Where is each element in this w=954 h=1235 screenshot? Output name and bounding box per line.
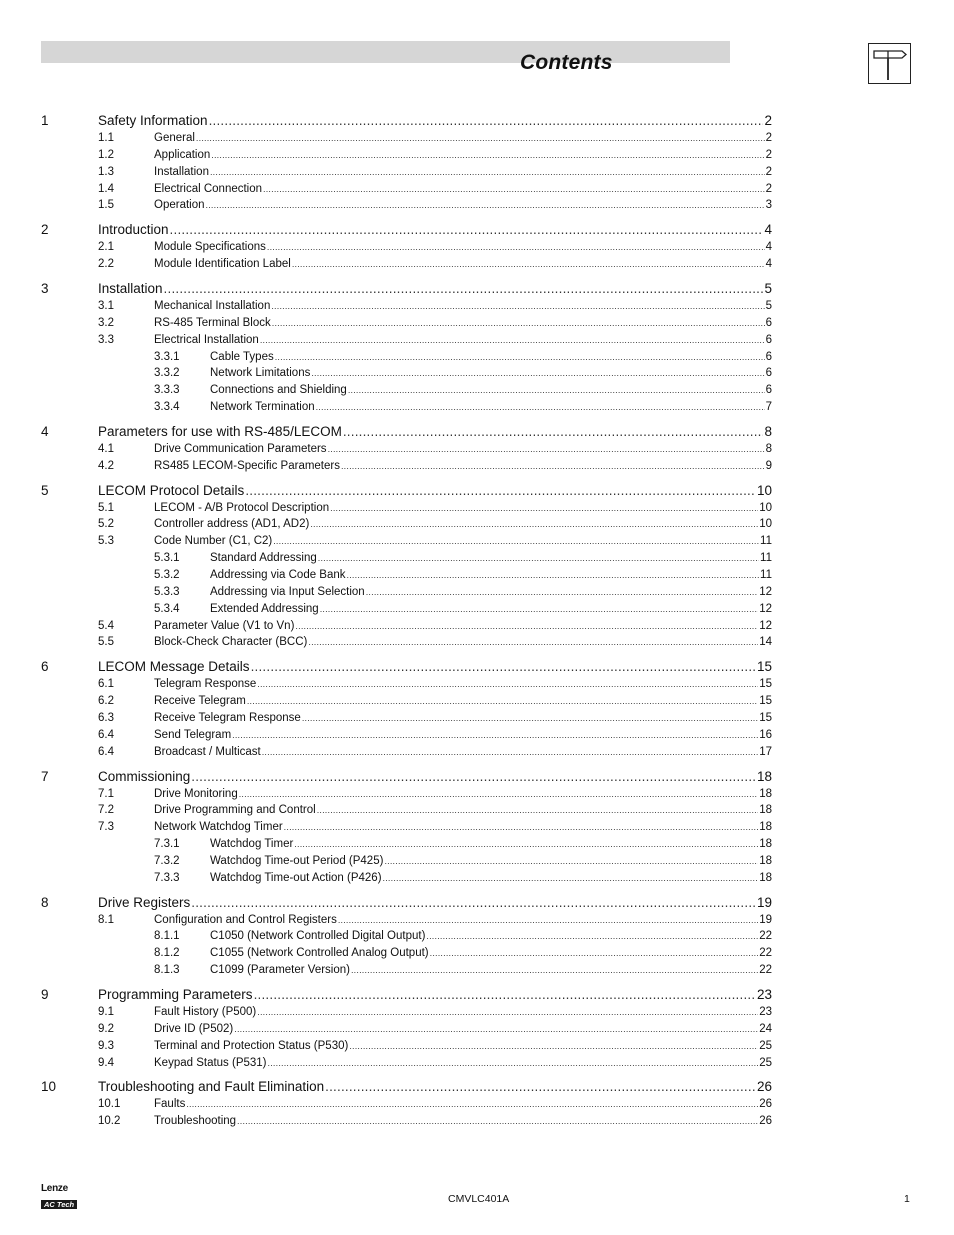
toc-page-number: 5 [765, 299, 772, 312]
dot-leader [247, 695, 758, 707]
toc-entry[interactable] [41, 943, 772, 959]
toc-page-number: 10 [759, 501, 772, 514]
toc-entry[interactable] [41, 254, 772, 270]
dot-leader [257, 678, 758, 690]
toc-title: RS-485 Terminal Block [154, 316, 271, 329]
toc-page-number: 22 [759, 947, 772, 960]
page-title: Contents [520, 51, 613, 74]
toc-number: 8.1.2 [154, 947, 180, 960]
toc-title: Terminal and Protection Status (P530) [154, 1039, 349, 1052]
toc-page-number: 8 [764, 423, 772, 439]
toc-entry[interactable] [41, 1036, 772, 1052]
dot-leader [260, 334, 765, 346]
toc-page-number: 12 [759, 585, 772, 598]
toc-page-number: 14 [759, 636, 772, 649]
toc-number: 3.1 [98, 299, 114, 312]
toc-page-number: 12 [759, 619, 772, 632]
toc-number: 7.1 [98, 787, 114, 800]
toc-title: Drive ID (P502) [154, 1022, 234, 1035]
dot-leader [311, 367, 764, 379]
dot-leader [426, 930, 758, 942]
toc-title: C1050 (Network Controlled Digital Output) [210, 930, 426, 943]
toc-number: 6 [41, 659, 49, 675]
toc-title: Operation [154, 199, 205, 212]
toc-entry[interactable] [41, 278, 772, 296]
dot-leader [273, 535, 759, 547]
dot-leader [257, 1006, 758, 1018]
toc-entry[interactable] [41, 456, 772, 472]
dot-leader [191, 895, 756, 910]
toc-number: 7.3 [98, 821, 114, 834]
toc-title: Troubleshooting and Fault Elimination [98, 1079, 325, 1095]
toc-number: 1.1 [98, 132, 114, 144]
dot-leader [310, 518, 758, 530]
toc-entry[interactable] [41, 910, 772, 926]
toc-entry[interactable] [41, 766, 772, 784]
toc-title: Drive Programming and Control [154, 804, 316, 817]
toc-number: 3.3.4 [154, 401, 180, 414]
toc-title: Network Watchdog Timer [154, 821, 283, 834]
dot-leader [384, 855, 758, 867]
toc-number: 8.1 [98, 913, 114, 926]
toc-title: Fault History (P500) [154, 1006, 257, 1018]
toc-number: 9 [41, 987, 49, 1002]
toc-page-number: 10 [756, 482, 772, 498]
toc-entry[interactable] [41, 313, 772, 329]
toc-title: Watchdog Time-out Period (P425) [210, 854, 384, 867]
toc-title: Code Number (C1, C2) [154, 535, 273, 548]
toc-number: 6.3 [98, 711, 114, 724]
toc-page-number: 18 [759, 838, 772, 851]
toc-page-number: 18 [759, 787, 772, 800]
toc-title: Receive Telegram Response [154, 711, 301, 724]
toc-page-number: 2 [765, 148, 772, 161]
toc-entry[interactable] [41, 691, 772, 707]
toc-title: General [154, 132, 195, 144]
toc-page-number: 11 [760, 535, 772, 548]
toc-number: 6.4 [98, 745, 114, 758]
toc-title: Mechanical Installation [154, 299, 271, 312]
toc-title: Telegram Response [154, 678, 257, 691]
toc-entry[interactable] [41, 162, 772, 178]
toc-title: Troubleshooting [154, 1115, 237, 1128]
toc-title: Commissioning [98, 768, 191, 784]
toc-entry[interactable] [41, 380, 772, 396]
dot-leader [366, 586, 758, 598]
toc-entry[interactable] [41, 237, 772, 253]
toc-page-number: 16 [759, 728, 772, 741]
toc-entry[interactable] [41, 145, 772, 161]
toc-title: Drive Communication Parameters [154, 442, 327, 455]
logo-subtitle: AC Tech [41, 1200, 77, 1209]
dot-leader [351, 964, 758, 976]
page-number: 1 [904, 1193, 910, 1205]
toc-number: 10.2 [98, 1115, 121, 1128]
toc-number: 5.3.3 [154, 585, 180, 598]
dot-leader [343, 424, 764, 439]
toc-title: Module Specifications [154, 241, 266, 254]
toc-entry[interactable] [41, 296, 772, 312]
toc-entry[interactable] [41, 1076, 772, 1094]
toc-entry[interactable] [41, 421, 772, 439]
toc-entry[interactable] [41, 1019, 772, 1035]
toc-entry[interactable] [41, 219, 772, 237]
toc-number: 7.3.2 [154, 854, 180, 867]
toc-title: Watchdog Timer [210, 838, 294, 851]
toc-number: 10.1 [98, 1098, 121, 1111]
toc-number: 5.1 [98, 501, 114, 514]
toc-number: 5.2 [98, 518, 114, 531]
dot-leader [338, 914, 758, 926]
toc-page-number: 19 [759, 913, 772, 926]
toc-page-number: 6 [765, 384, 772, 397]
toc-entry[interactable] [41, 548, 772, 564]
dot-leader [262, 746, 758, 758]
toc-number: 5.3 [98, 535, 114, 548]
toc-number: 4.1 [98, 442, 114, 455]
toc-title: LECOM Message Details [98, 659, 250, 675]
toc-page-number: 15 [759, 678, 772, 691]
toc-entry[interactable] [41, 784, 772, 800]
dot-leader [318, 552, 759, 564]
dot-leader [347, 569, 760, 581]
toc-page-number: 2 [765, 132, 772, 144]
toc-title: Block-Check Character (BCC) [154, 636, 308, 649]
toc-page-number: 6 [765, 367, 772, 380]
toc-entry[interactable] [41, 725, 772, 741]
toc-number: 7.2 [98, 804, 114, 817]
dot-leader [186, 1098, 758, 1110]
toc-page-number: 3 [765, 199, 772, 212]
toc-number: 5.3.4 [154, 602, 180, 615]
toc-title: Introduction [98, 222, 169, 238]
toc-page-number: 4 [765, 241, 772, 254]
toc-title: Send Telegram [154, 728, 232, 741]
toc-page-number: 7 [765, 401, 772, 414]
toc-page-number: 18 [759, 871, 772, 884]
toc-entry[interactable] [41, 960, 772, 976]
dot-leader [209, 113, 764, 128]
dot-leader [430, 947, 759, 959]
toc-entry[interactable] [41, 800, 772, 816]
toc-number: 6.2 [98, 695, 114, 708]
toc-number: 1.5 [98, 199, 114, 212]
logo-wordmark: Lenze [41, 1183, 68, 1194]
toc-page-number: 5 [764, 280, 772, 296]
toc-title: Cable Types [210, 350, 274, 363]
toc-entry[interactable] [41, 599, 772, 615]
toc-entry[interactable] [41, 347, 772, 363]
dot-leader [294, 838, 758, 850]
toc-number: 7.3.1 [154, 838, 180, 851]
toc-page-number: 26 [759, 1115, 772, 1128]
dot-leader [320, 603, 759, 615]
dot-leader [254, 987, 756, 1002]
toc-page-number: 22 [759, 964, 772, 977]
toc-number: 1.4 [98, 182, 114, 195]
toc-number: 2.1 [98, 241, 114, 254]
toc-page-number: 6 [765, 333, 772, 346]
dot-leader [325, 1079, 756, 1094]
toc-number: 5.3.2 [154, 569, 180, 581]
toc-entry[interactable] [41, 708, 772, 724]
toc-number: 5.5 [98, 636, 114, 649]
toc-entry[interactable] [41, 926, 772, 942]
dot-leader [292, 258, 765, 270]
toc-title: Drive Registers [98, 894, 191, 910]
toc-number: 9.3 [98, 1039, 114, 1052]
toc-number: 5.3.1 [154, 552, 180, 565]
toc-title: Electrical Installation [154, 333, 259, 346]
toc-page-number: 23 [759, 1006, 772, 1018]
dot-leader [164, 281, 764, 296]
toc-number: 9.2 [98, 1022, 114, 1035]
toc-page-number: 24 [759, 1022, 772, 1035]
toc-page-number: 19 [756, 894, 772, 910]
toc-page-number: 18 [756, 768, 772, 784]
dot-leader [275, 351, 765, 363]
toc-entry[interactable] [41, 674, 772, 690]
toc-entry[interactable] [41, 439, 772, 455]
dot-leader [267, 241, 765, 253]
toc-number: 5 [41, 482, 49, 498]
toc-title: Controller address (AD1, AD2) [154, 518, 310, 531]
toc-entry[interactable] [41, 1053, 772, 1069]
toc-page-number: 18 [759, 821, 772, 834]
toc-page-number: 11 [760, 552, 772, 565]
toc-page-number: 15 [756, 659, 772, 675]
toc-page-number: 18 [759, 854, 772, 867]
dot-leader [234, 1023, 758, 1035]
toc-entry[interactable] [41, 1111, 772, 1127]
dot-leader [328, 443, 765, 455]
toc-entry[interactable] [41, 498, 772, 514]
toc-entry[interactable] [41, 1094, 772, 1110]
toc-page-number: 6 [765, 350, 772, 363]
toc-number: 9.4 [98, 1056, 114, 1069]
toc-title: Electrical Connection [154, 182, 263, 195]
toc-number: 6.1 [98, 678, 114, 691]
toc-title: Network Limitations [210, 367, 311, 380]
toc-entry[interactable] [41, 582, 772, 598]
toc-number: 6.4 [98, 728, 114, 741]
toc-title: Parameter Value (V1 to Vn) [154, 619, 295, 632]
dot-leader [237, 1115, 758, 1127]
toc-page-number: 11 [760, 569, 772, 581]
toc-number: 8.1.1 [154, 930, 180, 943]
toc-number: 3.3.2 [154, 367, 180, 380]
toc-page-number: 23 [756, 987, 772, 1002]
toc-number: 8.1.3 [154, 964, 180, 977]
toc-title: Keypad Status (P531) [154, 1056, 267, 1069]
toc-number: 3.3 [98, 333, 114, 346]
toc-title: C1099 (Parameter Version) [210, 964, 350, 977]
toc-page-number: 12 [759, 602, 772, 615]
toc-number: 8 [41, 894, 49, 910]
toc-title: LECOM Protocol Details [98, 482, 245, 498]
dot-leader [268, 1057, 759, 1069]
toc-entry[interactable] [41, 514, 772, 530]
toc-number: 9.1 [98, 1006, 114, 1018]
toc-title: Programming Parameters [98, 987, 253, 1002]
toc-number: 1.2 [98, 148, 114, 161]
toc-title: RS485 LECOM-Specific Parameters [154, 459, 340, 472]
dot-leader [272, 317, 765, 329]
toc-entry[interactable] [41, 179, 772, 195]
toc-number: 3.3.1 [154, 350, 180, 363]
toc-entry[interactable] [41, 397, 772, 413]
toc-entry[interactable] [41, 984, 772, 1002]
toc-entry[interactable] [41, 195, 772, 211]
toc-page-number: 10 [759, 518, 772, 531]
document-code: CMVLC401A [448, 1193, 510, 1205]
toc-number: 1 [41, 113, 49, 128]
dot-leader [196, 132, 765, 144]
dot-leader [251, 659, 756, 674]
dot-leader [232, 729, 758, 741]
toc-number: 1.3 [98, 165, 114, 178]
toc-page-number: 6 [765, 316, 772, 329]
dot-leader [263, 183, 765, 195]
toc-entry[interactable] [41, 817, 772, 833]
toc-title: Receive Telegram [154, 695, 246, 708]
toc-page-number: 26 [756, 1079, 772, 1095]
toc-page-number: 2 [765, 182, 772, 195]
toc-number: 3.2 [98, 316, 114, 329]
toc-entry[interactable] [41, 128, 772, 144]
toc-entry[interactable] [41, 834, 772, 850]
toc-title: LECOM - A/B Protocol Description [154, 501, 330, 514]
toc-title: Configuration and Control Registers [154, 913, 337, 926]
toc-entry[interactable] [41, 1002, 772, 1018]
toc-title: Installation [98, 280, 163, 296]
toc-entry[interactable] [41, 565, 772, 581]
dot-leader [308, 636, 758, 648]
toc-title: Safety Information [98, 113, 208, 128]
dot-leader [349, 1040, 758, 1052]
dot-leader [211, 149, 764, 161]
toc-entry[interactable] [41, 616, 772, 632]
toc-title: Extended Addressing [210, 602, 319, 615]
toc-page-number: 18 [759, 804, 772, 817]
toc-page-number: 25 [759, 1039, 772, 1052]
toc-number: 5.4 [98, 619, 114, 632]
toc-page-number: 25 [759, 1056, 772, 1069]
toc-number: 7.3.3 [154, 871, 180, 884]
dot-leader [170, 222, 764, 237]
toc-title: Network Termination [210, 401, 315, 414]
dot-leader [284, 821, 759, 833]
company-logo [41, 1183, 79, 1212]
toc-title: Application [154, 148, 211, 161]
toc-entry[interactable] [41, 363, 772, 379]
toc-title: Addressing via Input Selection [210, 585, 365, 598]
dot-leader [383, 872, 759, 884]
toc-entry[interactable] [41, 632, 772, 648]
dot-leader [271, 300, 764, 312]
toc-page-number: 9 [765, 459, 772, 472]
toc-number: 3.3.3 [154, 384, 180, 397]
dot-leader [316, 401, 765, 413]
toc-title: Installation [154, 165, 209, 178]
toc-entry[interactable] [41, 892, 772, 910]
toc-page-number: 17 [759, 745, 772, 758]
toc-entry[interactable] [41, 851, 772, 867]
toc-title: Drive Monitoring [154, 787, 238, 800]
toc-page-number: 22 [759, 930, 772, 943]
dot-leader [245, 483, 756, 498]
toc-entry[interactable] [41, 480, 772, 498]
toc-entry[interactable] [41, 110, 772, 128]
toc-entry[interactable] [41, 656, 772, 674]
toc-number: 10 [41, 1079, 57, 1095]
toc-title: Module Identification Label [154, 258, 291, 271]
toc-title: Faults [154, 1098, 186, 1111]
toc-entry[interactable] [41, 868, 772, 884]
toc-number: 2 [41, 222, 49, 238]
toc-number: 7 [41, 768, 49, 784]
toc-title: Standard Addressing [210, 552, 317, 565]
dot-leader [295, 620, 758, 632]
toc-number: 4 [41, 423, 49, 439]
dot-leader [341, 460, 765, 472]
toc-page-number: 8 [765, 442, 772, 455]
toc-page-number: 2 [764, 113, 772, 128]
dot-leader [330, 502, 758, 514]
toc-title: Connections and Shielding [210, 384, 347, 397]
toc-page-number: 15 [759, 711, 772, 724]
dot-leader [191, 769, 756, 784]
dot-leader [210, 166, 765, 178]
toc-page-number: 4 [764, 222, 772, 238]
toc-entry[interactable] [41, 742, 772, 758]
toc-number: 2.2 [98, 258, 114, 271]
toc-title: Broadcast / Multicast [154, 745, 261, 758]
dot-leader [348, 384, 765, 396]
dot-leader [317, 804, 759, 816]
dot-leader [302, 712, 758, 724]
toc-title: Addressing via Code Bank [210, 569, 346, 581]
toc-page-number: 4 [765, 258, 772, 271]
toc-title: C1055 (Network Controlled Analog Output) [210, 947, 429, 960]
toc-number: 3 [41, 280, 49, 296]
toc-entry[interactable] [41, 531, 772, 547]
toc-entry[interactable] [41, 330, 772, 346]
toc-title: Watchdog Time-out Action (P426) [210, 871, 382, 884]
dot-leader [239, 788, 758, 800]
toc-number: 4.2 [98, 459, 114, 472]
toc-page-number: 26 [759, 1098, 772, 1111]
toc-title: Parameters for use with RS-485/LECOM [98, 423, 342, 439]
toc-page-number: 2 [765, 165, 772, 178]
toc-page-number: 15 [759, 695, 772, 708]
dot-leader [206, 199, 765, 211]
